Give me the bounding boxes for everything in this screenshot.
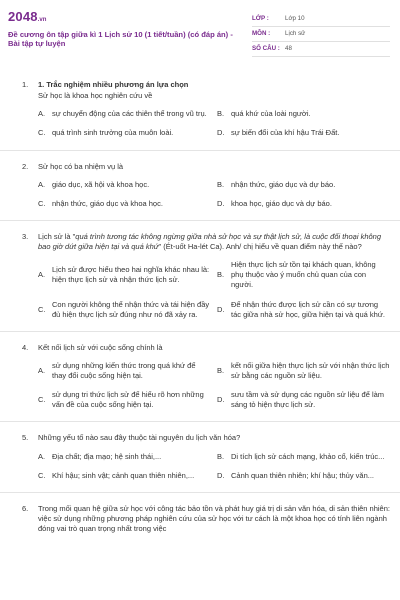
question-number: 1. (22, 80, 29, 89)
option-text: sử dụng tri thức lịch sử để hiểu rõ hơn những vấn đề của cuộc sống hiện tại. (52, 390, 204, 410)
question-5 (22, 433, 390, 480)
option-text: Khí hậu; sinh vật; cảnh quan thiên nhiên,... (52, 470, 195, 480)
option-a[interactable] (38, 109, 211, 119)
question-prompt: Sử học là khoa học nghiên cứu về (38, 91, 153, 101)
option-letter: A. (38, 270, 46, 280)
option-a[interactable] (38, 180, 211, 190)
option-text: Di tích lịch sử cách mạng, khảo cổ, kiến trúc... (231, 451, 385, 461)
option-d[interactable] (217, 471, 390, 481)
page-header (0, 0, 400, 62)
question-prompt: Những yếu tố nào sau đây thuộc tài nguyên du lịch văn hóa? (38, 433, 241, 443)
option-a[interactable] (38, 260, 211, 290)
option-a[interactable] (38, 452, 211, 462)
logo-text: 2048 (8, 9, 38, 24)
option-c[interactable] (38, 128, 211, 138)
option-letter: C. (38, 198, 46, 208)
document-title: Đề cương ôn tập giữa kì 1 Lịch sử 10 (1 tiết/tuần) (có đáp án) - Bài tập tự luyện (8, 29, 233, 49)
question-prompt: Trong mối quan hệ giữa sử học với công tác bảo tồn và phát huy giá trị di sản văn hóa, di sản thiên nhiên: việc sử dụng những phương pháp nghiên cứu của sử học với tư cách là một khoa học có tính liên ngành đóng vai trò quan trọng nhất trong việc (38, 503, 390, 533)
option-letter: C. (38, 128, 46, 138)
meta-key: SỐ CÂU : (252, 44, 280, 52)
divider (0, 331, 400, 332)
option-letter: A. (38, 365, 46, 375)
option-text: kết nối giữa hiện thực lịch sử với nhận thức lịch sử bằng các nguồn sử liệu. (231, 360, 390, 380)
question-number: 6. (22, 503, 29, 513)
option-text: Lịch sử được hiểu theo hai nghĩa khác nhau là: hiện thực lịch sử và nhận thức lịch sử. (52, 265, 210, 285)
question-1 (22, 80, 390, 139)
divider (0, 220, 400, 221)
option-b[interactable] (217, 180, 390, 190)
question-prompt: Sử học có ba nhiệm vụ là (38, 161, 124, 171)
prompt-end: " (Ét-uốt Ha-lét Ca). Anh/ chị hiểu về quan điểm này thế nào? (158, 242, 362, 251)
option-text: sự biến đổi của khí hậu Trái Đất. (231, 128, 340, 138)
option-letter: D. (217, 470, 225, 480)
option-text: nhận thức, giáo dục và khoa học. (52, 198, 163, 208)
meta-key: LỚP : (252, 14, 269, 22)
question-3 (22, 232, 390, 320)
option-text: nhận thức, giáo dục và dự báo. (231, 179, 336, 189)
meta-value: Lớp 10 (285, 14, 305, 22)
meta-key: MÔN : (252, 29, 271, 37)
question-number: 5. (22, 433, 29, 443)
option-letter: D. (217, 304, 225, 314)
prompt-start: Lịch sử là " (38, 231, 76, 241)
option-text: khoa học, giáo dục và dự báo. (231, 198, 332, 208)
question-prompt: Kết nối lịch sử với cuộc sống chính là (38, 342, 163, 352)
meta-value: Lịch sử (285, 29, 306, 37)
option-text: Cảnh quan thiên nhiên; khí hậu; thủy văn... (231, 470, 375, 480)
option-d[interactable] (217, 390, 390, 410)
option-c[interactable] (38, 199, 211, 209)
option-b[interactable] (217, 361, 390, 381)
question-2 (22, 162, 390, 209)
logo-suffix: .vn (37, 17, 47, 23)
option-text: Con người không thể nhận thức và tái hiện đầy đủ hiện thực lịch sử đúng như nó đã xảy ra. (52, 299, 210, 319)
option-text: sưu tầm và sử dụng các nguồn sử liệu để làm sáng tỏ hiện thực lịch sử. (231, 390, 385, 410)
question-4 (22, 343, 390, 411)
meta-row-subject (252, 27, 390, 42)
option-letter: D. (217, 395, 225, 405)
divider (0, 150, 400, 151)
answer-options (22, 180, 390, 209)
option-letter: A. (38, 451, 46, 461)
option-text: quá khứ của loài người. (231, 109, 311, 119)
option-letter: D. (217, 128, 225, 138)
option-letter: B. (217, 451, 225, 461)
option-letter: B. (217, 270, 225, 280)
option-b[interactable] (217, 109, 390, 119)
option-letter: C. (38, 470, 46, 480)
meta-panel (252, 12, 390, 57)
option-text: Để nhận thức được lịch sử cần có sự tương tác giữa nhà sử học, giữa hiện tại và quá khứ. (231, 299, 385, 319)
option-b[interactable] (217, 452, 390, 462)
question-number: 3. (22, 231, 29, 241)
option-d[interactable] (217, 300, 390, 320)
answer-options (22, 109, 390, 138)
meta-row-class (252, 12, 390, 27)
option-text: quá trình sinh trưởng của muôn loài. (52, 128, 174, 138)
option-text: Hiện thực lịch sử tồn tại khách quan, không phụ thuộc vào ý muốn chủ quan của con người. (231, 260, 376, 290)
prompt-quote: quá trình tương tác không ngừng giữa nhà sử học và sự thật lịch sử, là cuộc đối thoại không bao giờ dứt giữa hiện tại và quá khứ (38, 231, 382, 251)
divider (0, 492, 400, 493)
option-text: giáo dục, xã hội và khoa học. (52, 179, 150, 189)
question-prompt (38, 232, 390, 252)
option-letter: B. (217, 109, 225, 119)
option-c[interactable] (38, 300, 211, 320)
option-text: sử dụng những kiến thức trong quá khứ để thay đổi cuộc sống hiện tại. (52, 360, 196, 380)
option-b[interactable] (217, 260, 390, 290)
option-letter: B. (217, 179, 225, 189)
answer-options (22, 452, 390, 481)
option-c[interactable] (38, 471, 211, 481)
option-letter: B. (217, 365, 225, 375)
divider (0, 421, 400, 422)
question-6 (22, 504, 390, 534)
option-letter: A. (38, 179, 46, 189)
answer-options (22, 260, 390, 320)
answer-options (22, 361, 390, 411)
option-letter: D. (217, 198, 225, 208)
meta-row-count (252, 42, 390, 57)
option-d[interactable] (217, 128, 390, 138)
option-c[interactable] (38, 390, 211, 410)
question-number: 4. (22, 342, 29, 352)
option-a[interactable] (38, 361, 211, 381)
option-letter: C. (38, 304, 46, 314)
option-text: sự chuyển động của các thiên thể trong vũ trụ. (52, 109, 207, 119)
option-letter: C. (38, 395, 46, 405)
option-text: Địa chất; địa mạo; hệ sinh thái,... (52, 451, 162, 461)
question-list (0, 62, 400, 534)
option-d[interactable] (217, 199, 390, 209)
option-letter: A. (38, 109, 46, 119)
section-heading: 1. Trắc nghiệm nhiều phương án lựa chọn (38, 80, 189, 89)
meta-value: 48 (285, 44, 292, 52)
question-number: 2. (22, 161, 29, 171)
